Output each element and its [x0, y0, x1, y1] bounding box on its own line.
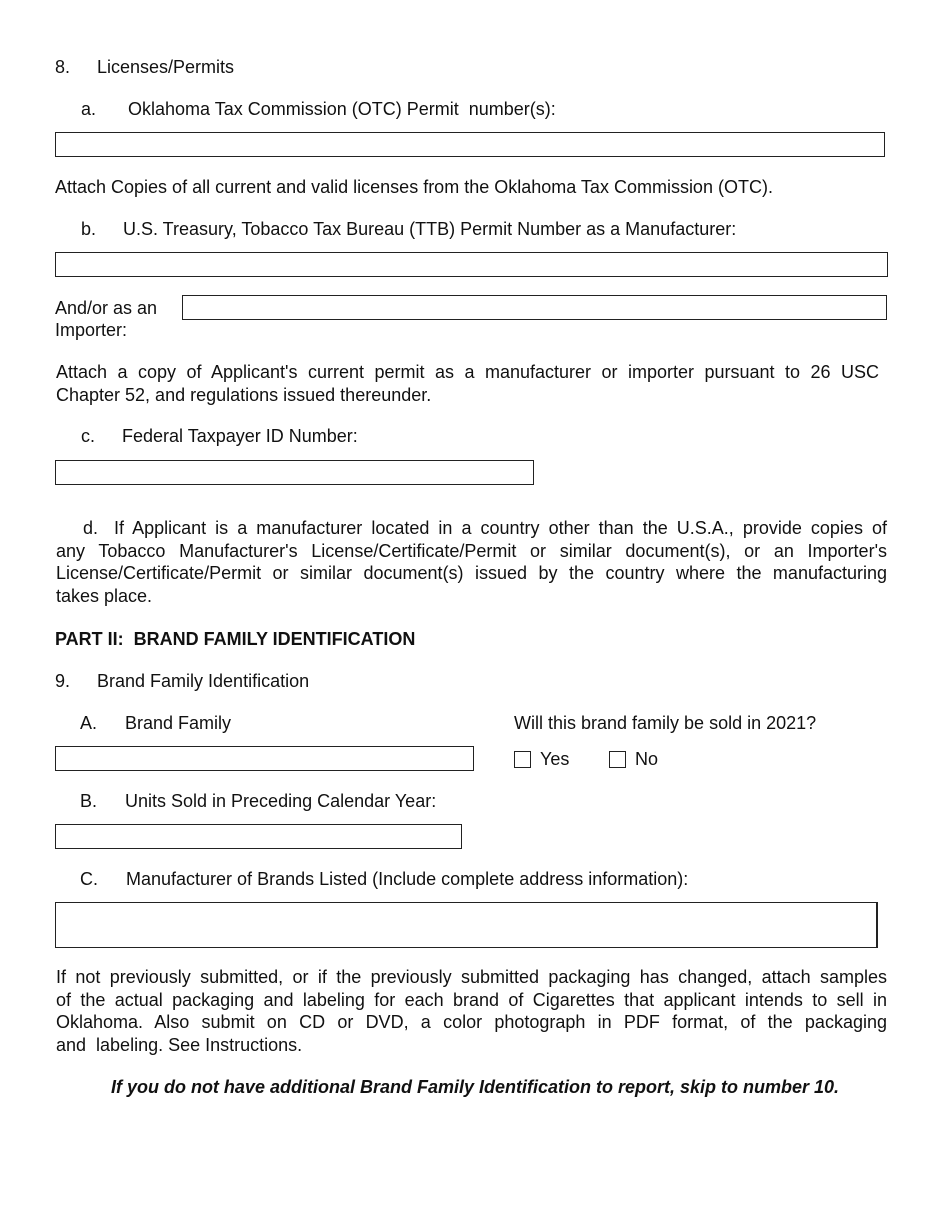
- ttb-manufacturer-field[interactable]: [55, 252, 888, 277]
- section-9-title: Brand Family Identification: [97, 671, 310, 691]
- yes-label: Yes: [540, 749, 570, 769]
- manufacturer-label: Manufacturer of Brands Listed (Include complete address information):: [126, 869, 689, 889]
- brand-family-label: Brand Family: [125, 713, 232, 733]
- section-8-number: 8.: [55, 57, 71, 77]
- no-label: No: [635, 749, 659, 769]
- packaging-note: [56, 966, 887, 1056]
- otc-permit-field[interactable]: [55, 132, 885, 157]
- foreign-manufacturer-note: [56, 517, 887, 607]
- attach-permit-note: [56, 361, 879, 406]
- federal-taxpayer-id-label: Federal Taxpayer ID Number:: [122, 426, 358, 446]
- foreign-note-line3: License/Certificate/Permit or similar document(s) issued by the country where the manufacturing: [56, 563, 887, 584]
- importer-label-line2: Importer:: [55, 320, 128, 340]
- section-9-number: 9.: [55, 671, 71, 691]
- foreign-note-line2: any Tobacco Manufacturer's License/Certificate/Permit or similar document(s), or an Importer's: [56, 540, 887, 561]
- packaging-note-line2: of the actual packaging and labeling for each brand of Cigarettes that applicant intends to sell in: [56, 989, 887, 1010]
- ttb-manufacturer-label: U.S. Treasury, Tobacco Tax Bureau (TTB) Permit Number as a Manufacturer:: [123, 219, 737, 239]
- foreign-note-line1: d. If Applicant is a manufacturer located in a country other than the U.S.A., provide copies of: [56, 517, 887, 540]
- item-d-letter: d.: [83, 518, 99, 538]
- no-checkbox[interactable]: [609, 751, 626, 768]
- sold-in-2021-question: Will this brand family be sold in 2021?: [514, 713, 817, 733]
- attach-otc-note: Attach Copies of all current and valid licenses from the Oklahoma Tax Commission (OTC).: [55, 177, 773, 197]
- skip-to-10-note: If you do not have additional Brand Family Identification to report, skip to number 10.: [110, 1077, 840, 1097]
- item-A-letter: A.: [80, 713, 98, 733]
- ttb-importer-field[interactable]: [182, 295, 887, 320]
- foreign-note-line4: takes place.: [56, 585, 153, 606]
- yes-checkbox[interactable]: [514, 751, 531, 768]
- packaging-note-line3: Oklahoma. Also submit on CD or DVD, a color photograph in PDF format, of the packaging: [56, 1012, 887, 1033]
- item-c-letter: c.: [81, 426, 96, 446]
- otc-permit-label: Oklahoma Tax Commission (OTC) Permit number(s):: [128, 99, 556, 119]
- manufacturer-address-field[interactable]: [55, 902, 878, 948]
- item-b-letter: b.: [81, 219, 97, 239]
- packaging-note-line1: If not previously submitted, or if the previously submitted packaging has changed, attach samples: [56, 967, 887, 987]
- packaging-note-line4: and labeling. See Instructions.: [56, 1034, 303, 1055]
- yes-option[interactable]: [514, 748, 569, 770]
- brand-family-field[interactable]: [55, 746, 474, 771]
- importer-label-line1: And/or as an: [55, 298, 158, 318]
- part-2-heading: PART II: BRAND FAMILY IDENTIFICATION: [55, 629, 416, 649]
- federal-taxpayer-id-field[interactable]: [55, 460, 534, 485]
- attach-permit-line2: Chapter 52, and regulations issued thereunder.: [56, 384, 432, 405]
- item-C-letter: C.: [80, 869, 98, 889]
- attach-permit-line1: Attach a copy of Applicant's current permit as a manufacturer or importer pursuant to 26 USC: [56, 362, 879, 382]
- section-8-title: Licenses/Permits: [97, 57, 235, 77]
- item-a-letter: a.: [81, 99, 97, 119]
- no-option[interactable]: [609, 748, 658, 770]
- units-sold-label: Units Sold in Preceding Calendar Year:: [125, 791, 437, 811]
- units-sold-field[interactable]: [55, 824, 462, 849]
- item-B-letter: B.: [80, 791, 98, 811]
